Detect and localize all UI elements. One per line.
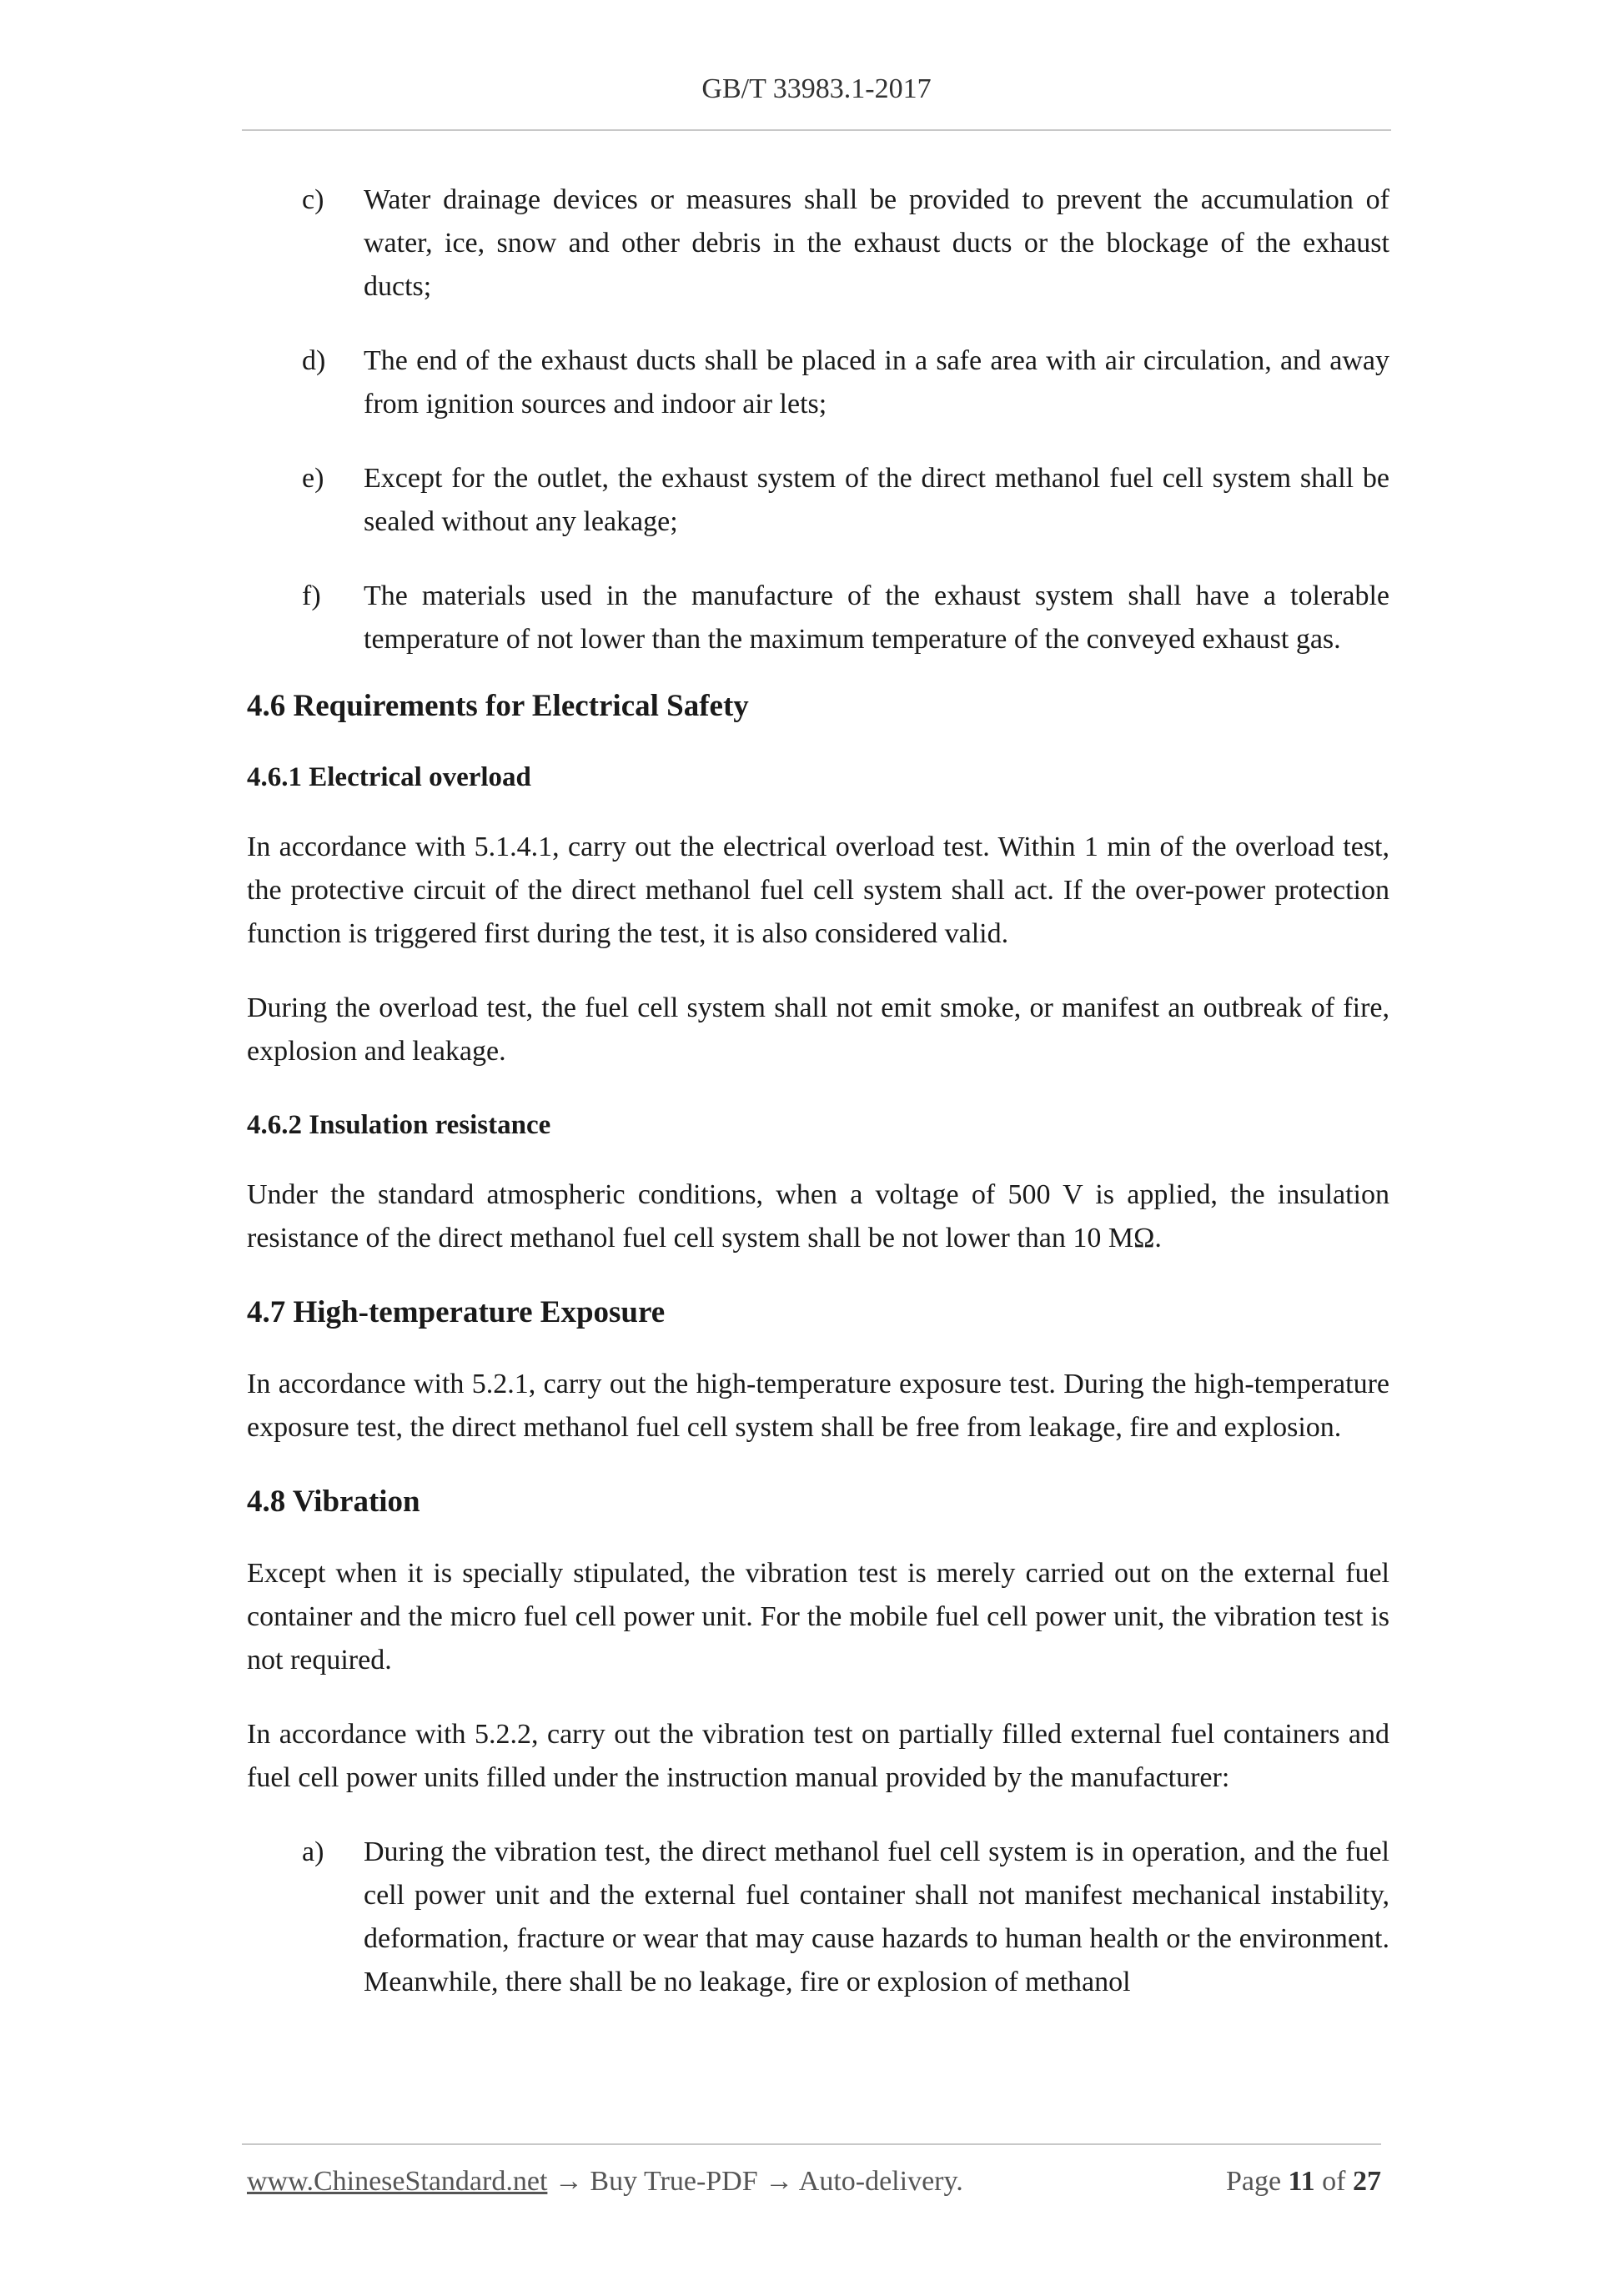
list-item — [247, 339, 1389, 426]
list-item-text: Water drainage devices or measures shall be provided to prevent the accumulation of water, ice, snow and other debris in the exhaust ducts or the blockage of the exhaust ducts; — [364, 184, 1389, 302]
section-heading-4-8: 4.8 Vibration — [247, 1485, 420, 1519]
list-item-letter: c) — [302, 184, 324, 215]
website-link[interactable]: www.ChineseStandard.net — [247, 2166, 548, 2197]
paragraph: In accordance with 5.2.2, carry out the vibration test on partially filled external fuel containers and fuel cell power units filled under the instruction manual provided by the manufacturer: — [247, 1719, 1389, 1793]
footer-left — [247, 2166, 963, 2198]
total-pages: 27 — [1353, 2166, 1381, 2197]
current-page: 11 — [1288, 2166, 1315, 2197]
footer-promo: → Buy True-PDF → Auto-delivery. — [547, 2166, 963, 2197]
list-item-text: Except for the outlet, the exhaust system of the direct methanol fuel cell system shall be sealed without any leakage; — [364, 463, 1389, 537]
list-item-letter: d) — [302, 345, 326, 376]
page-footer — [247, 2166, 1381, 2198]
list-item-letter: e) — [302, 463, 324, 494]
section-heading-4-6: 4.6 Requirements for Electrical Safety — [247, 689, 749, 723]
header-divider — [242, 129, 1391, 131]
footer-divider — [242, 2143, 1381, 2145]
list-item-letter: f) — [302, 580, 321, 611]
section-heading-4-6-2: 4.6.2 Insulation resistance — [247, 1110, 551, 1140]
list-item-text: The end of the exhaust ducts shall be placed in a safe area with air circulation, and away from ignition sources and indoor air lets; — [364, 345, 1389, 420]
list-item — [247, 178, 1389, 309]
section-heading-4-7: 4.7 High-temperature Exposure — [247, 1295, 666, 1329]
list-item — [247, 457, 1389, 544]
paragraph: Under the standard atmospheric conditions, when a voltage of 500 V is applied, the insulation resistance of the direct methanol fuel cell system shall be not lower than 10 MΩ. — [247, 1179, 1389, 1254]
list-item — [247, 1831, 1389, 2004]
list-item-letter: a) — [302, 1836, 324, 1867]
paragraph: During the overload test, the fuel cell system shall not emit smoke, or manifest an outbreak of fire, explosion and leakage. — [247, 992, 1389, 1067]
paragraph: Except when it is specially stipulated, the vibration test is merely carried out on the external fuel container and the micro fuel cell power unit. For the mobile fuel cell power unit, the vibration test is not required. — [247, 1558, 1389, 1676]
list-item — [247, 575, 1389, 661]
document-body — [247, 178, 1389, 2035]
section-heading-4-6-1: 4.6.1 Electrical overload — [247, 762, 531, 792]
paragraph: In accordance with 5.2.1, carry out the high-temperature exposure test. During the high-temperature exposure test, the direct methanol fuel cell system shall be free from leakage, fire and explosion. — [247, 1369, 1389, 1443]
paragraph: In accordance with 5.1.4.1, carry out the electrical overload test. Within 1 min of the overload test, the protective circuit of the direct methanol fuel cell system shall act. If the over-power protection function is triggered first during the test, it is also considered valid. — [247, 831, 1389, 949]
of-label: of — [1322, 2166, 1346, 2197]
list-item-text: During the vibration test, the direct methanol fuel cell system is in operation, and the fuel cell power unit and the external fuel container shall not manifest mechanical instability, deformation, fracture or wear that may cause hazards to human health or the environment. Meanwhile, there shall be no leakage, fire or explosion of methanol — [364, 1836, 1389, 1997]
list-item-text: The materials used in the manufacture of the exhaust system shall have a tolerable temperature of not lower than the maximum temperature of the conveyed exhaust gas. — [364, 580, 1389, 655]
page-header: GB/T 33983.1-2017 — [701, 73, 932, 104]
page-number — [1226, 2166, 1381, 2198]
page-label: Page — [1225, 2166, 1282, 2197]
